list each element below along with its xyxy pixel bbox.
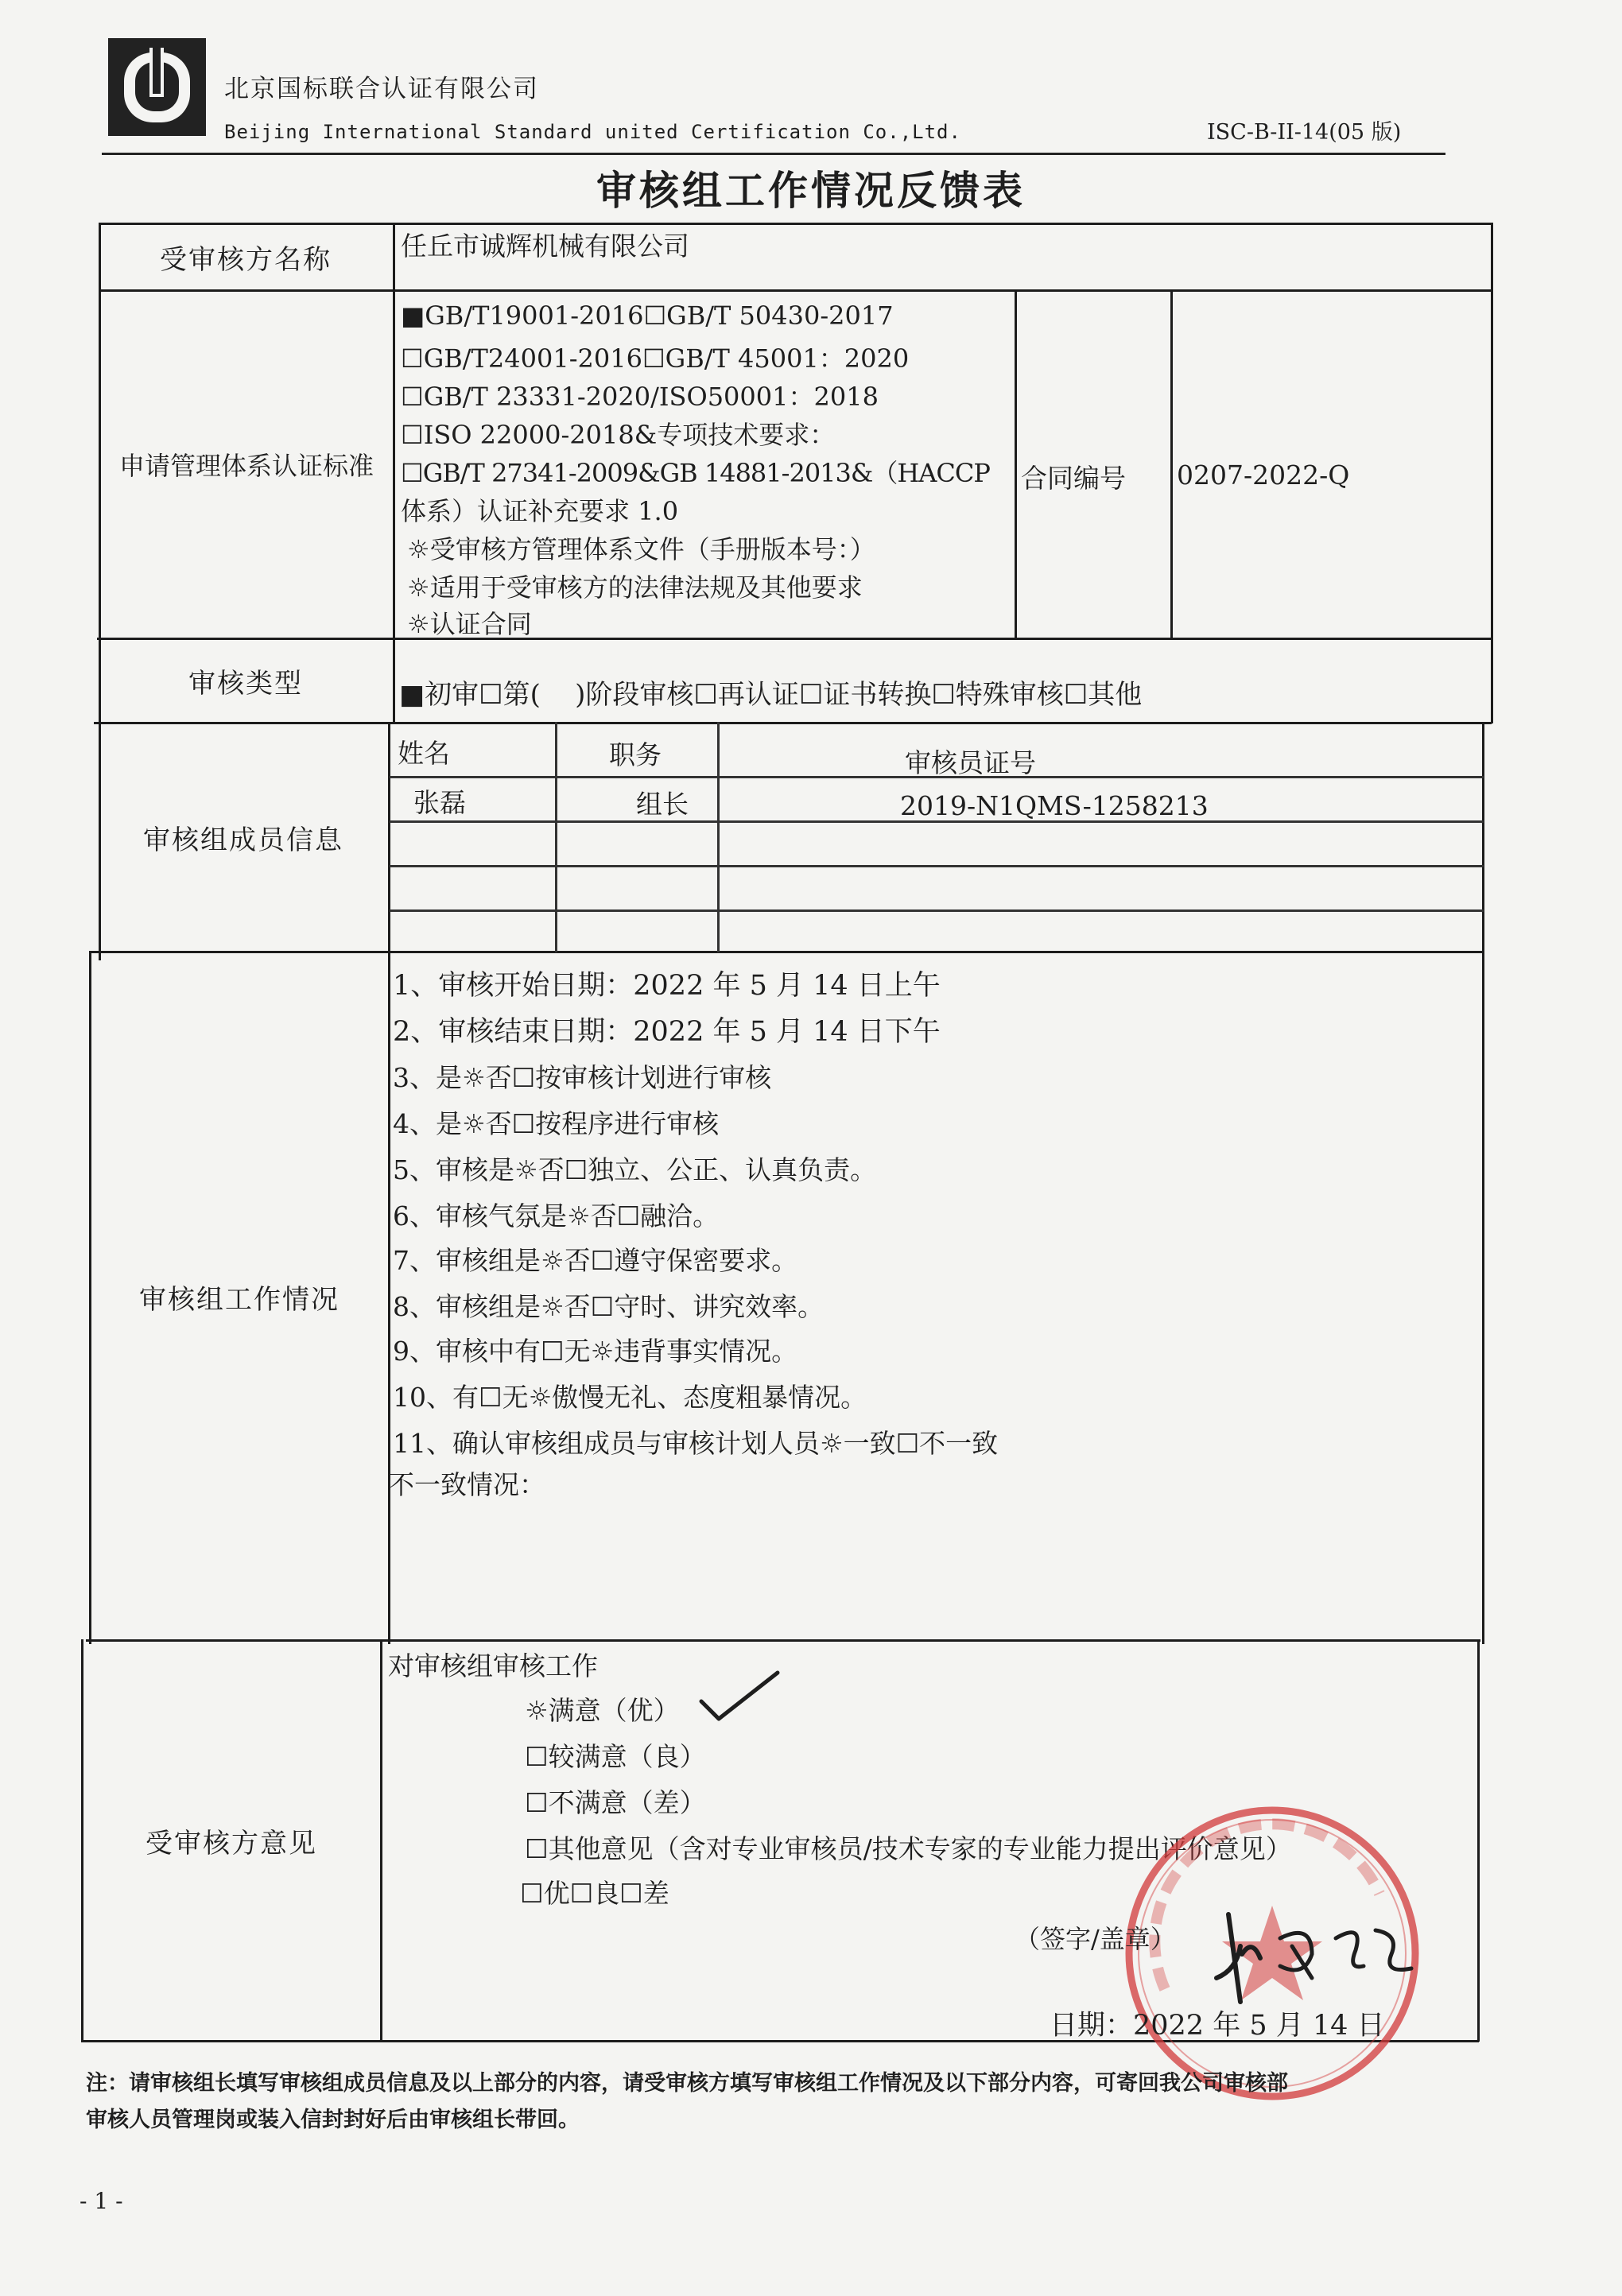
standards-line: ☐GB/T 23331-2020/ISO50001：2018 xyxy=(401,382,879,412)
list-item: 11、确认审核组成员与审核计划人员☼一致☐不一致 xyxy=(393,1428,999,1459)
document-title: 审核组工作情况反馈表 xyxy=(596,167,1026,214)
signature-label: （签字/盖章） xyxy=(1015,1924,1176,1954)
members-row-divider xyxy=(390,909,1484,912)
opinion-date: 日期：2022 年 5 月 14 日 xyxy=(1050,2010,1385,2042)
company-name-en: Beijing International Standard united Certification Co.,Ltd. xyxy=(224,121,961,143)
standards-line: ☐GB/T24001-2016☐GB/T 45001：2020 xyxy=(401,343,910,374)
opinion-label: 受审核方意见 xyxy=(146,1827,317,1860)
label-column-divider xyxy=(380,1639,382,2042)
opinion-option: ☐较满意（良） xyxy=(525,1741,706,1772)
contract-number-value: 0207-2022-Q xyxy=(1177,460,1350,491)
checkmark-icon xyxy=(698,1668,782,1724)
contract-column-divider xyxy=(1170,289,1173,639)
list-item: 3、是☼否☐按审核计划进行审核 xyxy=(393,1062,772,1093)
list-item: 5、审核是☼否☐独立、公正、认真负责。 xyxy=(393,1154,877,1185)
footnote-line-2: 审核人员管理岗或装入信封封好后由审核组长带回。 xyxy=(86,2108,580,2132)
audit-type-label: 审核类型 xyxy=(188,667,303,700)
list-item: 9、审核中有☐无☼违背事实情况。 xyxy=(393,1336,798,1367)
table-right-border xyxy=(1491,223,1493,723)
standards-line: ■GB/T19001-2016☐GB/T 50430-2017 xyxy=(401,301,894,331)
contract-column-divider xyxy=(1015,289,1017,639)
table-right-border xyxy=(1482,722,1484,1644)
opinion-option: ☐优☐良☐差 xyxy=(520,1878,669,1909)
member-name: 张磊 xyxy=(413,787,466,818)
list-item: 4、是☼否☐按程序进行审核 xyxy=(393,1108,720,1139)
label-column-divider xyxy=(393,223,395,723)
opinion-option: ☼满意（优） xyxy=(525,1695,680,1726)
list-item: 7、审核组是☼否☐遵守保密要求。 xyxy=(393,1245,798,1276)
page-number: - 1 - xyxy=(80,2188,123,2214)
members-header-role: 职务 xyxy=(609,739,662,770)
list-item: 1、审核开始日期：2022 年 5 月 14 日上午 xyxy=(393,970,941,1002)
members-header-name: 姓名 xyxy=(398,738,450,769)
member-role: 组长 xyxy=(636,789,689,820)
standards-line: ☐GB/T 27341-2009&GB 14881-2013&（HACCP xyxy=(401,458,990,488)
auditee-name-label: 受审核方名称 xyxy=(160,243,332,276)
opinion-intro: 对审核组审核工作 xyxy=(388,1650,598,1681)
handwritten-signature-icon xyxy=(1193,1891,1423,2010)
work-status-label: 审核组工作情况 xyxy=(139,1283,340,1316)
standards-label: 申请管理体系认证标准 xyxy=(118,451,374,481)
footnote-line-1: 注：请审核组长填写审核组成员信息及以上部分的内容，请受审核方填写审核组工作情况及以下部分内容，可寄回我公司审核部 xyxy=(86,2071,1288,2096)
list-item: 8、审核组是☼否☐守时、讲究效率。 xyxy=(393,1291,825,1322)
standards-line: 体系）认证补充要求 1.0 xyxy=(401,496,679,526)
audit-type-value: ■初审☐第( )阶段审核☐再认证☐证书转换☐特殊审核☐其他 xyxy=(399,679,1143,711)
members-label: 审核组成员信息 xyxy=(143,824,343,856)
standards-line: ☼适用于受审核方的法律法规及其他要求 xyxy=(407,572,863,603)
members-row-divider xyxy=(390,865,1484,867)
company-logo-icon xyxy=(103,33,211,141)
header-rule xyxy=(102,153,1445,155)
form-code: ISC-B-II-14(05 版) xyxy=(1207,120,1402,145)
list-item: 不一致情况： xyxy=(388,1469,545,1500)
standards-line: ☐ISO 22000-2018&专项技术要求： xyxy=(401,420,836,450)
company-name-cn: 北京国标联合认证有限公司 xyxy=(224,75,539,103)
opinion-option: ☐其他意见（含对专业审核员/技术专家的专业能力提出评价意见） xyxy=(525,1833,1292,1864)
members-column-divider xyxy=(555,722,557,952)
standards-line: ☼认证合同 xyxy=(407,609,532,639)
table-right-border xyxy=(1477,1639,1480,2042)
contract-number-label: 合同编号 xyxy=(1021,463,1126,494)
auditee-name-value: 任丘市诚辉机械有限公司 xyxy=(401,231,689,262)
members-header-cert: 审核员证号 xyxy=(905,747,1036,778)
list-item: 2、审核结束日期：2022 年 5 月 14 日下午 xyxy=(393,1016,941,1048)
standards-line: ☼受审核方管理体系文件（手册版本号：） xyxy=(407,534,875,564)
list-item: 6、审核气氛是☼否☐融洽。 xyxy=(393,1200,720,1231)
opinion-option: ☐不满意（差） xyxy=(525,1787,706,1818)
member-cert-number: 2019-N1QMS-1258213 xyxy=(900,790,1209,821)
label-column-divider xyxy=(388,722,390,1644)
members-column-divider xyxy=(717,722,720,952)
list-item: 10、有☐无☼傲慢无礼、态度粗暴情况。 xyxy=(393,1382,867,1413)
